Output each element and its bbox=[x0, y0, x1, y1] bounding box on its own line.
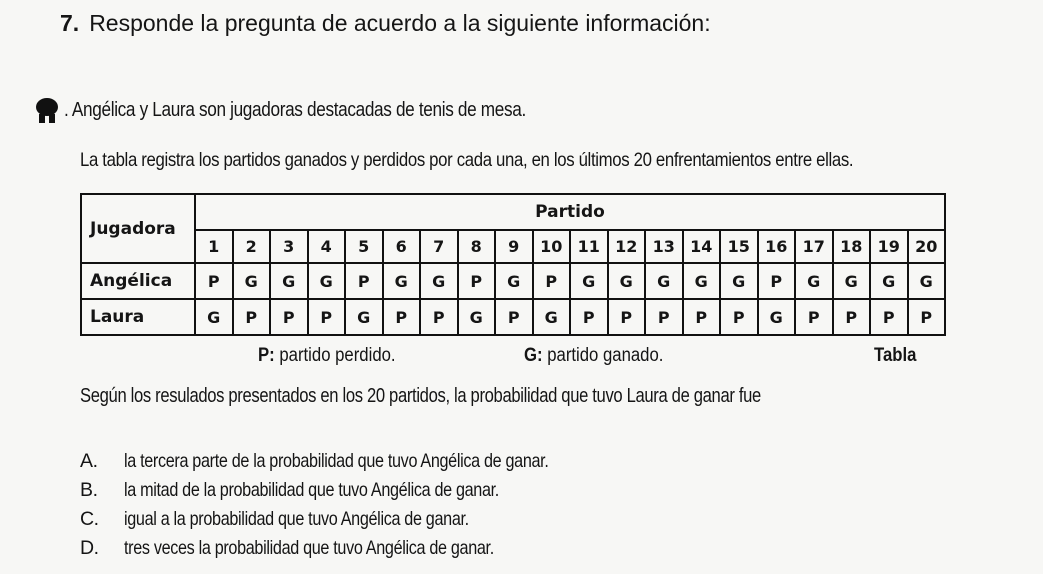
result-cell: G bbox=[758, 299, 796, 335]
result-cell: P bbox=[608, 299, 646, 335]
result-cell: P bbox=[195, 263, 233, 299]
legend-lost bbox=[258, 345, 396, 367]
match-number-cell: 18 bbox=[833, 230, 871, 263]
match-number-cell: 19 bbox=[870, 230, 908, 263]
result-cell: P bbox=[795, 299, 833, 335]
result-cell: G bbox=[533, 299, 571, 335]
match-number-cell: 12 bbox=[608, 230, 646, 263]
table-caption: Tabla bbox=[874, 345, 917, 366]
question-prompt: Según los resulados presentados en los 20 partidos, la probabilidad que tuvo Laura de ganar fue bbox=[80, 385, 761, 407]
match-number-cell: 14 bbox=[683, 230, 721, 263]
result-cell: P bbox=[570, 299, 608, 335]
match-number-row bbox=[81, 230, 945, 263]
legend-g-text: partido ganado. bbox=[542, 345, 664, 366]
result-cell: G bbox=[420, 263, 458, 299]
intro-text: . Angélica y Laura son jugadoras destacadas de tenis de mesa. bbox=[64, 98, 526, 121]
player-row bbox=[81, 263, 945, 299]
match-number-cell: 20 bbox=[908, 230, 946, 263]
result-cell: P bbox=[383, 299, 421, 335]
match-number-cell: 16 bbox=[758, 230, 796, 263]
option-c[interactable] bbox=[80, 505, 635, 534]
result-cell: G bbox=[195, 299, 233, 335]
result-cell: P bbox=[533, 263, 571, 299]
results-table bbox=[80, 193, 946, 336]
answer-options bbox=[80, 447, 635, 563]
ping-pong-paddle-icon bbox=[34, 97, 60, 123]
result-cell: P bbox=[870, 299, 908, 335]
result-cell: G bbox=[833, 263, 871, 299]
match-number-cell: 6 bbox=[383, 230, 421, 263]
result-cell: G bbox=[720, 263, 758, 299]
result-cell: P bbox=[270, 299, 308, 335]
context-text: La tabla registra los partidos ganados y perdidos por cada una, en los últimos 20 enfrentamientos entre ellas. bbox=[80, 149, 854, 171]
match-number-cell: 11 bbox=[570, 230, 608, 263]
match-number-cell: 4 bbox=[308, 230, 346, 263]
question-instruction: Responde la pregunta de acuerdo a la siguiente información: bbox=[89, 10, 711, 36]
result-cell: P bbox=[458, 263, 496, 299]
result-cell: G bbox=[458, 299, 496, 335]
result-cell: P bbox=[758, 263, 796, 299]
result-cell: G bbox=[608, 263, 646, 299]
result-cell: G bbox=[233, 263, 271, 299]
result-cell: P bbox=[645, 299, 683, 335]
option-d[interactable] bbox=[80, 534, 635, 563]
result-cell: G bbox=[345, 299, 383, 335]
result-cell: P bbox=[345, 263, 383, 299]
match-number-cell: 7 bbox=[420, 230, 458, 263]
option-letter: C. bbox=[80, 508, 99, 530]
option-letter: A. bbox=[80, 450, 98, 472]
legend-g-key: G: bbox=[524, 345, 543, 366]
option-letter: D. bbox=[80, 537, 99, 559]
option-text: la mitad de la probabilidad que tuvo Angélica de ganar. bbox=[124, 479, 499, 501]
result-cell: G bbox=[908, 263, 946, 299]
match-number-cell: 15 bbox=[720, 230, 758, 263]
match-header: Partido bbox=[195, 194, 945, 230]
match-number-cell: 9 bbox=[495, 230, 533, 263]
option-text: la tercera parte de la probabilidad que tuvo Angélica de ganar. bbox=[124, 450, 549, 472]
result-cell: P bbox=[720, 299, 758, 335]
result-cell: P bbox=[420, 299, 458, 335]
match-number-cell: 1 bbox=[195, 230, 233, 263]
player-row bbox=[81, 299, 945, 335]
result-cell: P bbox=[495, 299, 533, 335]
option-a[interactable] bbox=[80, 447, 635, 476]
result-cell: G bbox=[870, 263, 908, 299]
option-text: tres veces la probabilidad que tuvo Angélica de ganar. bbox=[124, 537, 494, 559]
player-name: Angélica bbox=[81, 263, 195, 299]
intro-line bbox=[34, 97, 601, 123]
legend-won bbox=[524, 345, 663, 367]
match-number-cell: 2 bbox=[233, 230, 271, 263]
player-name: Laura bbox=[81, 299, 195, 335]
result-cell: G bbox=[270, 263, 308, 299]
match-number-cell: 5 bbox=[345, 230, 383, 263]
result-cell: G bbox=[795, 263, 833, 299]
legend-p-text: partido perdido. bbox=[274, 345, 396, 366]
result-cell: P bbox=[233, 299, 271, 335]
result-cell: G bbox=[683, 263, 721, 299]
option-text: igual a la probabilidad que tuvo Angélica de ganar. bbox=[124, 508, 469, 530]
match-number-cell: 3 bbox=[270, 230, 308, 263]
result-cell: P bbox=[833, 299, 871, 335]
result-cell: G bbox=[308, 263, 346, 299]
result-cell: P bbox=[683, 299, 721, 335]
match-number-cell: 10 bbox=[533, 230, 571, 263]
question-number: 7. bbox=[60, 10, 80, 36]
option-letter: B. bbox=[80, 479, 98, 501]
result-cell: G bbox=[570, 263, 608, 299]
question-header bbox=[60, 10, 711, 37]
match-number-cell: 13 bbox=[645, 230, 683, 263]
result-cell: G bbox=[495, 263, 533, 299]
result-cell: G bbox=[383, 263, 421, 299]
option-b[interactable] bbox=[80, 476, 635, 505]
legend-p-key: P: bbox=[258, 345, 275, 366]
player-header: Jugadora bbox=[81, 194, 195, 263]
match-number-cell: 17 bbox=[795, 230, 833, 263]
match-number-cell: 8 bbox=[458, 230, 496, 263]
result-cell: P bbox=[308, 299, 346, 335]
result-cell: P bbox=[908, 299, 946, 335]
result-cell: G bbox=[645, 263, 683, 299]
